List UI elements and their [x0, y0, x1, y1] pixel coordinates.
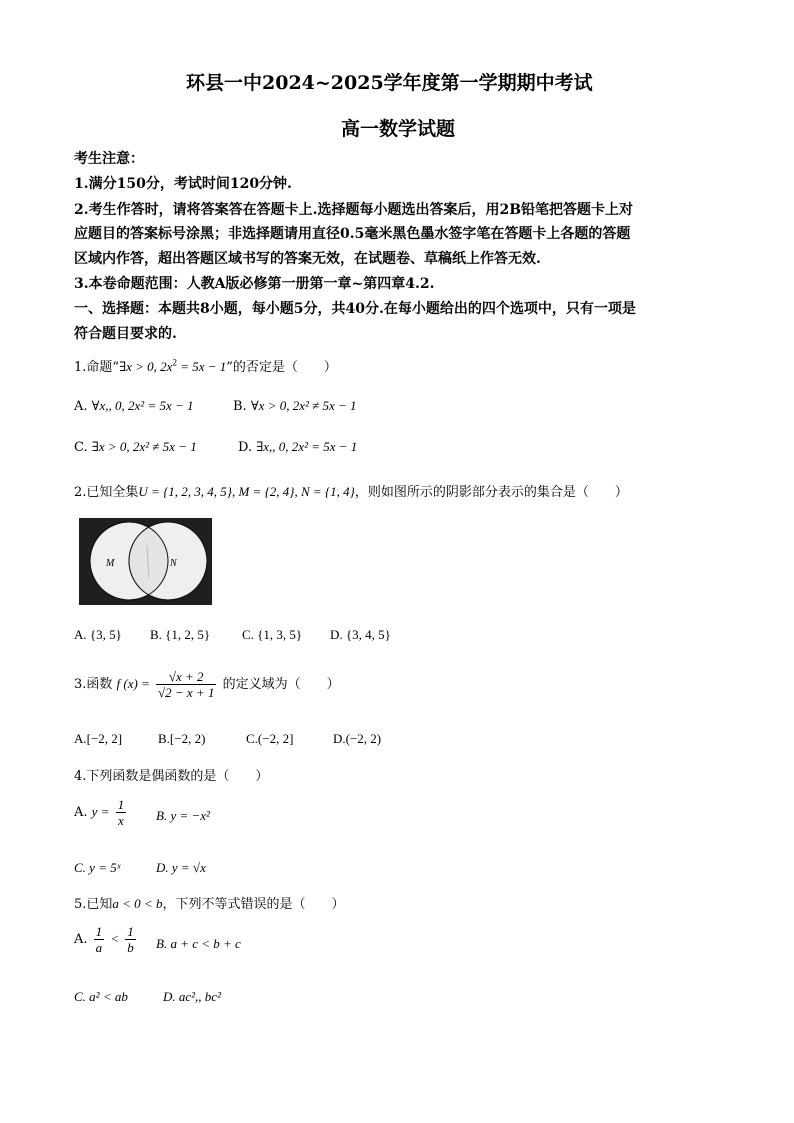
question-3-stem: 3.函数 f (x) = $\frac{√x + 2}{√2 - x + 1}$ 的定义域为（ ）	[74, 669, 340, 700]
question-3-function: f (x) =	[116, 676, 150, 691]
question-3-option-a: A.[−2, 2]	[74, 731, 123, 746]
question-1-math-tail: = 5x − 1	[176, 359, 227, 374]
question-4-stem: 4.下列函数是偶函数的是（ ）	[74, 769, 269, 784]
venn-diagram	[79, 518, 212, 605]
question-4-option-b: B. y = −x²	[156, 808, 210, 823]
section-heading-line-1: 一、选择题：本题共8小题，每小题5分，共40分.在每小题给出的四个选项中，只有一项是	[74, 301, 636, 317]
question-3-option-b: B.[−2, 2)	[158, 731, 206, 746]
question-2-option-d: D. {3, 4, 5}	[330, 627, 391, 642]
question-5-stem: 5.已知a < 0 < b，下列不等式错误的是（ ）	[74, 896, 345, 912]
question-1-option-a: A. ∀x,, 0, 2x² = 5x − 1	[74, 398, 194, 414]
question-3-numerator: √x + 2	[156, 669, 216, 685]
question-2-option-a: A. {3, 5}	[74, 627, 122, 642]
question-4-option-d: D. y = √x	[156, 860, 206, 875]
question-1-math: ∃x > 0, 2x	[119, 359, 173, 374]
question-3-option-d: D.(−2, 2)	[333, 731, 382, 746]
exam-subtitle: 高一数学试题	[341, 118, 456, 140]
question-1-option-d: D. ∃x,, 0, 2x² = 5x − 1	[238, 439, 358, 455]
question-2-sets: U = {1, 2, 3, 4, 5}, M = {2, 4}, N = {1, 4}	[138, 484, 355, 499]
question-3-denominator: √2 − x + 1	[158, 685, 215, 700]
question-3-option-c: C.(−2, 2]	[246, 731, 294, 746]
question-1-prefix: 1.命题“	[74, 360, 120, 375]
question-5-option-d: D. ac²,, bc²	[163, 989, 221, 1004]
note-item-2-line-2: 应题目的答案标号涂黑；非选择题请用直径0.5毫米黑色墨水签字笔在答题卡上各题的答题	[74, 226, 631, 242]
question-3-fraction	[156, 669, 216, 700]
question-1-stem: 1.命题“∃x > 0, $2x^2 = 5x - 1$”的否定是（ ）	[74, 357, 337, 375]
question-1-option-c: C. ∃x > 0, 2x² ≠ 5x − 1	[74, 439, 197, 455]
question-2-stem: 2.已知全集U = {1, 2, 3, 4, 5}, M = {2, 4}, N = {1, 4}，则如图所示的阴影部分表示的集合是（ ）	[74, 484, 628, 500]
note-item-2-line-3: 区域内作答，超出答题区域书写的答案无效，在试题卷、草稿纸上作答无效.	[74, 251, 541, 267]
question-5-option-c: C. a² < ab	[74, 989, 128, 1004]
question-5-condition: a < 0 < b	[112, 896, 163, 911]
notes-heading: 考生注意：	[74, 151, 144, 167]
question-1-option-b: B. ∀x > 0, 2x² ≠ 5x − 1	[233, 398, 357, 414]
question-2-option-c: C. {1, 3, 5}	[242, 627, 303, 642]
note-item-2-line-1: 2.考生作答时，请将答案答在答题卡上.选择题每小题选出答案后，用2B铅笔把答题卡上对	[74, 202, 634, 218]
exam-title: 环县一中2024~2025学年度第一学期期中考试	[186, 72, 593, 94]
venn-label-n: N	[170, 558, 177, 569]
venn-label-m: M	[106, 558, 115, 569]
note-item-3: 3.本卷命题范围：人教A版必修第一册第一章~第四章4.2.	[74, 276, 435, 292]
section-heading-line-2: 符合题目要求的.	[74, 326, 177, 342]
question-5-option-b: B. a + c < b + c	[156, 936, 241, 951]
note-item-1: 1.满分150分，考试时间120分钟.	[74, 176, 292, 192]
question-4-option-c: C. y = 5ˣ	[74, 860, 121, 875]
question-4-option-a: A. y = $\frac{1}{x}$	[74, 797, 125, 828]
question-2-option-b: B. {1, 2, 5}	[150, 627, 211, 642]
question-1-suffix: ”的否定是（ ）	[226, 360, 337, 375]
question-5-option-a: A. $\frac{1}{a}$ < $\frac{1}{b}$	[74, 924, 134, 955]
